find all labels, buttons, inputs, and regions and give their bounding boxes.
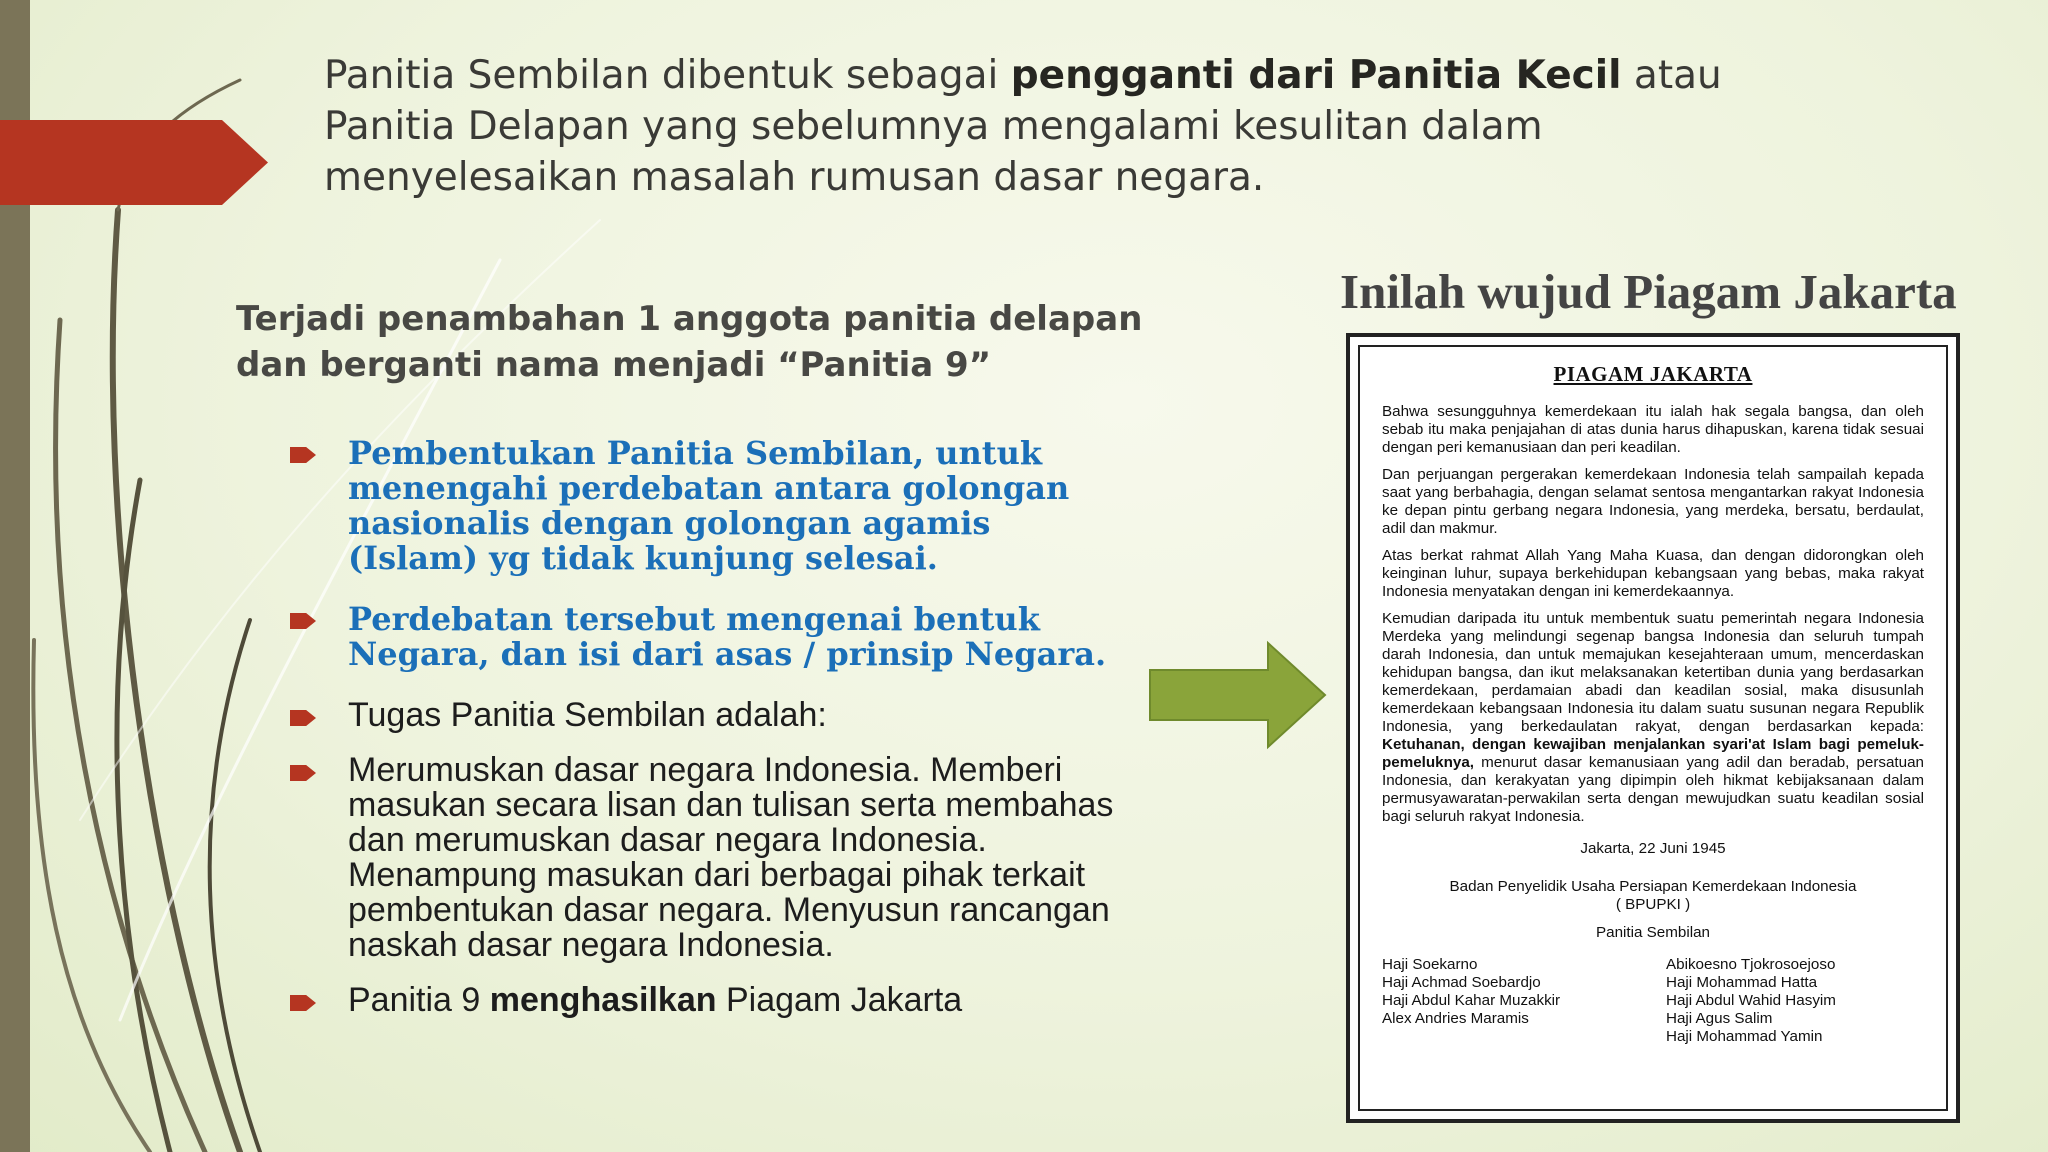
signatory-name: Abikoesno Tjokrosoejoso xyxy=(1666,956,1836,973)
arrow-bullet-icon xyxy=(290,447,316,463)
bullet-item: Tugas Panitia Sembilan adalah: xyxy=(290,698,1120,733)
signatories-right xyxy=(1640,956,1924,1046)
document-paragraph: Bahwa sesungguhnya kemerdekaan itu ialah hak segala bangsa, dan oleh sebab itu maka penjajahan di atas dunia harus dihapuskan, karena tidak sesuai dengan peri kemanusiaan dan peri keadilan. xyxy=(1382,403,1924,456)
signatory-name: Haji Soekarno xyxy=(1382,956,1478,973)
document-paragraph: Atas berkat rahmat Allah Yang Maha Kuasa, dan dengan didorongkan oleh keinginan luhur, supaya berkehidupan kebangsaan yang bebas, maka rakyat Indonesia menyatakan dengan ini kemerdekaannya. xyxy=(1382,547,1924,600)
signatory-name: Haji Achmad Soebardjo xyxy=(1382,974,1541,991)
bullet-item: Panitia 9 menghasilkan Piagam Jakarta xyxy=(290,983,1120,1018)
bullet-item: Merumuskan dasar negara Indonesia. Memberi masukan secara lisan dan tulisan serta membahas dan merumuskan dasar negara Indonesia. Menampung masukan dari berbagai pihak terkait pembentukan dasar negara. Menyusun rancangan naskah dasar negara Indonesia. xyxy=(290,753,1120,963)
arrow-bullet-icon xyxy=(290,765,316,781)
intro-paragraph: Panitia Sembilan dibentuk sebagai pengganti dari Panitia Kecil atau Panitia Delapan yang sebelumnya mengalami kesulitan dalam menyelesaikan masalah rumusan dasar negara. xyxy=(324,53,1722,200)
document-org-abbr: ( BPUPKI ) xyxy=(1615,896,1691,913)
bullet-list xyxy=(290,436,1120,1038)
arrow-bullet-icon xyxy=(290,613,316,629)
document-committee: Panitia Sembilan xyxy=(1596,924,1710,941)
bullet-item: Perdebatan tersebut mengenai bentuk Negara, dan isi dari asas / prinsip Negara. xyxy=(290,602,1120,672)
signatory-name: Haji Mohammad Hatta xyxy=(1666,974,1818,991)
document-paragraph: Kemudian daripada itu untuk membentuk suatu pemerintah negara Indonesia Merdeka yang melindungi segenap bangsa Indonesia dan seluruh tumpah darah Indonesia, dan untuk memajukan kesejahteraan umum, mencerdaskan kehidupan bangsa, dan ikut melaksanakan ketertiban dunia yang berdasarkan kemerdekaan, perdamaian abadi dan keadilan sosial, maka disusunlah kemerdekaan kebangsaan Indonesia itu dalam suatu susunan negara Republik Indonesia, yang berkedaulatan rakyat, dengan berdasarkan kepada: Ketuhanan, dengan kewajiban menjalankan syari'at Islam bagi pemeluk-pemeluknya, menurut dasar kemanusiaan yang adil dan beradab, persatuan Indonesia, dan kerakyatan yang dipimpin oleh hikmat kebijaksanaan dalam permusyawaratan-perwakilan serta dengan mewujudkan suatu keadilan sosial bagi seluruh rakyat Indonesia. xyxy=(1382,610,1924,825)
intro-bold-text: pengganti dari Panitia Kecil xyxy=(1010,53,1622,98)
document-title: PIAGAM JAKARTA xyxy=(1553,362,1753,386)
signatory-name: Haji Agus Salim xyxy=(1666,1010,1773,1027)
signatories xyxy=(1382,956,1924,1046)
signatory-name: Alex Andries Maramis xyxy=(1382,1010,1529,1027)
arrow-bullet-icon xyxy=(290,995,316,1011)
document-paragraph: Dan perjuangan pergerakan kemerdekaan Indonesia telah sampailah kepada saat yang berbahagia, dengan selamat sentosa mengantarkan rakyat Indonesia ke depan pintu gerbang negara Indonesia, yang merdeka, bersatu, berdaulat, adil dan makmur. xyxy=(1382,466,1924,537)
document-date: Jakarta, 22 Juni 1945 xyxy=(1580,840,1726,857)
document-org: Badan Penyelidik Usaha Persiapan Kemerdekaan Indonesia xyxy=(1449,878,1857,895)
signatory-name: Haji Abdul Wahid Hasyim xyxy=(1666,992,1836,1009)
image-title: Inilah wujud Piagam Jakarta xyxy=(1340,264,1957,319)
signatories-left xyxy=(1382,956,1640,1046)
piagam-jakarta-document xyxy=(1346,333,1960,1123)
subheading: Terjadi penambahan 1 anggota panitia delapan dan berganti nama menjadi “Panitia 9” xyxy=(236,299,1143,385)
signatory-name: Haji Abdul Kahar Muzakkir xyxy=(1382,992,1561,1009)
bullet-item: Pembentukan Panitia Sembilan, untuk menengahi perdebatan antara golongan nasionalis dengan golongan agamis (Islam) yg tidak kunjung selesai. xyxy=(290,436,1120,576)
signatory-name: Haji Mohammad Yamin xyxy=(1666,1028,1823,1045)
red-arrow-shape xyxy=(0,120,270,205)
arrow-bullet-icon xyxy=(290,710,316,726)
green-arrow-shape xyxy=(1148,640,1328,750)
